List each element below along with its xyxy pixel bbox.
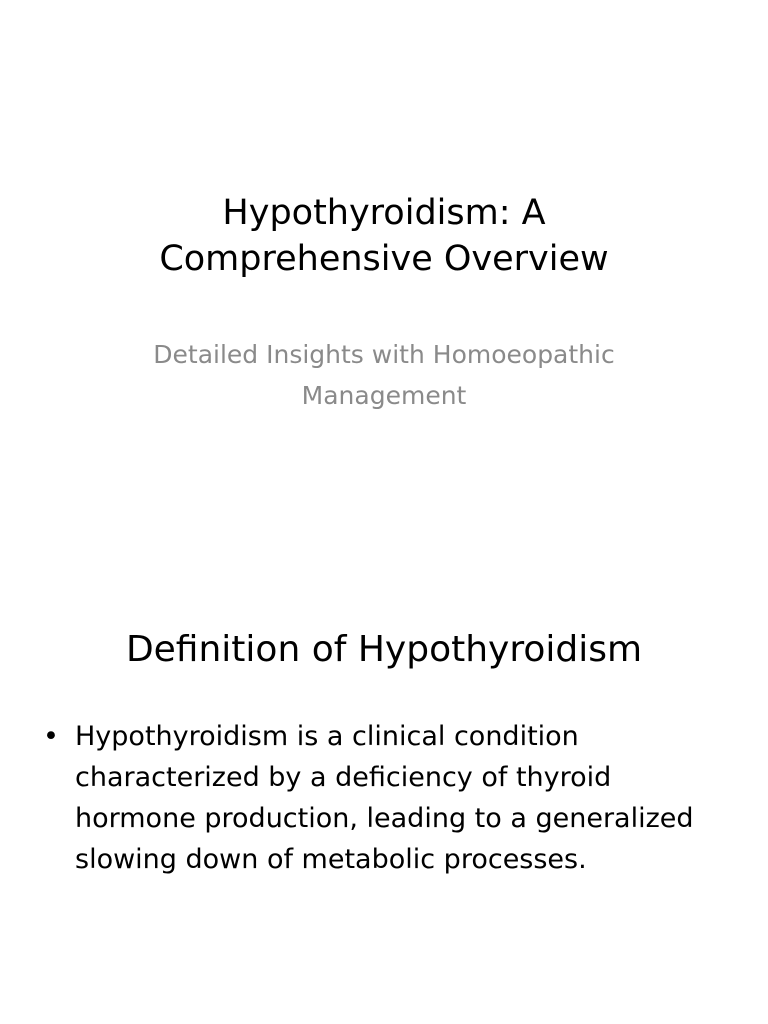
bullet-item	[38, 716, 730, 880]
definition-slide	[0, 512, 768, 1024]
bullet-text: Hypothyroidism is a clinical condition characterized by a deficiency of thyroid hormone production, leading to a generalized slowing down of metabolic processes.	[75, 721, 694, 875]
slide-heading: Definition of Hypothyroidism	[125, 629, 643, 670]
slide-subtitle: Detailed Insights with Homoeopathic Management	[153, 340, 615, 410]
slide-title: Hypothyroidism: A Comprehensive Overview	[159, 193, 609, 279]
bullet-list	[38, 716, 730, 880]
bullet-dot-icon: •	[43, 721, 59, 752]
